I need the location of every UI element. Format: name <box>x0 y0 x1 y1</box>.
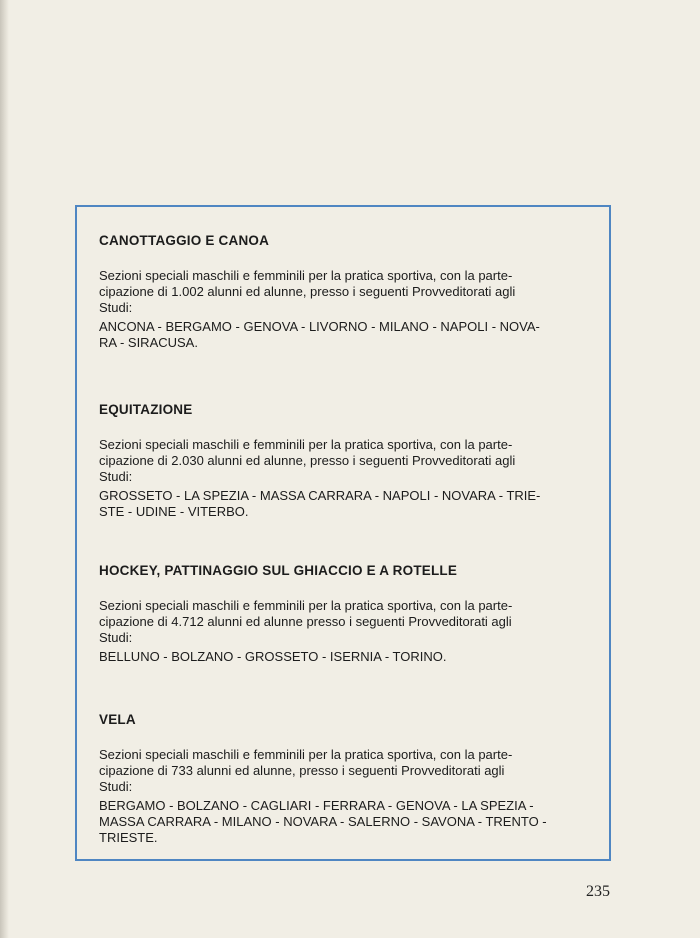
content-frame <box>75 205 611 861</box>
province-line: ANCONA - BERGAMO - GENOVA - LIVORNO - MILANO - NAPOLI - NOVA- <box>99 319 540 334</box>
description-line: Studi: <box>99 469 133 484</box>
section-hockey <box>99 563 599 665</box>
section-description <box>99 268 599 316</box>
description-line: Studi: <box>99 300 133 315</box>
province-list <box>99 798 599 846</box>
section-vela <box>99 712 599 846</box>
province-line: STE - UDINE - VITERBO. <box>99 504 249 519</box>
province-line: TRIESTE. <box>99 830 158 845</box>
province-list <box>99 319 599 351</box>
province-list <box>99 488 599 520</box>
section-title: VELA <box>99 712 136 727</box>
description-line: Sezioni speciali maschili e femminili per la pratica sportiva, con la parte- <box>99 437 513 452</box>
province-line: MASSA CARRARA - MILANO - NOVARA - SALERNO - SAVONA - TRENTO - <box>99 814 547 829</box>
province-line: BERGAMO - BOLZANO - CAGLIARI - FERRARA - GENOVA - LA SPEZIA - <box>99 798 534 813</box>
description-line: Sezioni speciali maschili e femminili per la pratica sportiva, con la parte- <box>99 268 513 283</box>
description-line: cipazione di 733 alunni ed alunne, presso i seguenti Provveditorati agli <box>99 763 505 778</box>
page-binding-edge <box>0 0 9 938</box>
section-title: HOCKEY, PATTINAGGIO SUL GHIACCIO E A ROTELLE <box>99 563 458 578</box>
section-equitazione <box>99 402 599 520</box>
province-list <box>99 649 599 665</box>
page-number: 235 <box>586 883 610 900</box>
description-line: Studi: <box>99 779 133 794</box>
description-line: cipazione di 2.030 alunni ed alunne, presso i seguenti Provveditorati agli <box>99 453 516 468</box>
section-title: CANOTTAGGIO E CANOA <box>99 233 270 248</box>
province-line: BELLUNO - BOLZANO - GROSSETO - ISERNIA - TORINO. <box>99 649 447 664</box>
section-canottaggio <box>99 233 599 351</box>
description-line: Sezioni speciali maschili e femminili per la pratica sportiva, con la parte- <box>99 598 513 613</box>
description-line: Studi: <box>99 630 133 645</box>
section-description <box>99 747 599 795</box>
description-line: cipazione di 4.712 alunni ed alunne presso i seguenti Provveditorati agli <box>99 614 512 629</box>
section-description <box>99 598 599 646</box>
section-description <box>99 437 599 485</box>
province-line: GROSSETO - LA SPEZIA - MASSA CARRARA - NAPOLI - NOVARA - TRIE- <box>99 488 541 503</box>
province-line: RA - SIRACUSA. <box>99 335 198 350</box>
description-line: Sezioni speciali maschili e femminili per la pratica sportiva, con la parte- <box>99 747 513 762</box>
description-line: cipazione di 1.002 alunni ed alunne, presso i seguenti Provveditorati agli <box>99 284 516 299</box>
section-title: EQUITAZIONE <box>99 402 193 417</box>
